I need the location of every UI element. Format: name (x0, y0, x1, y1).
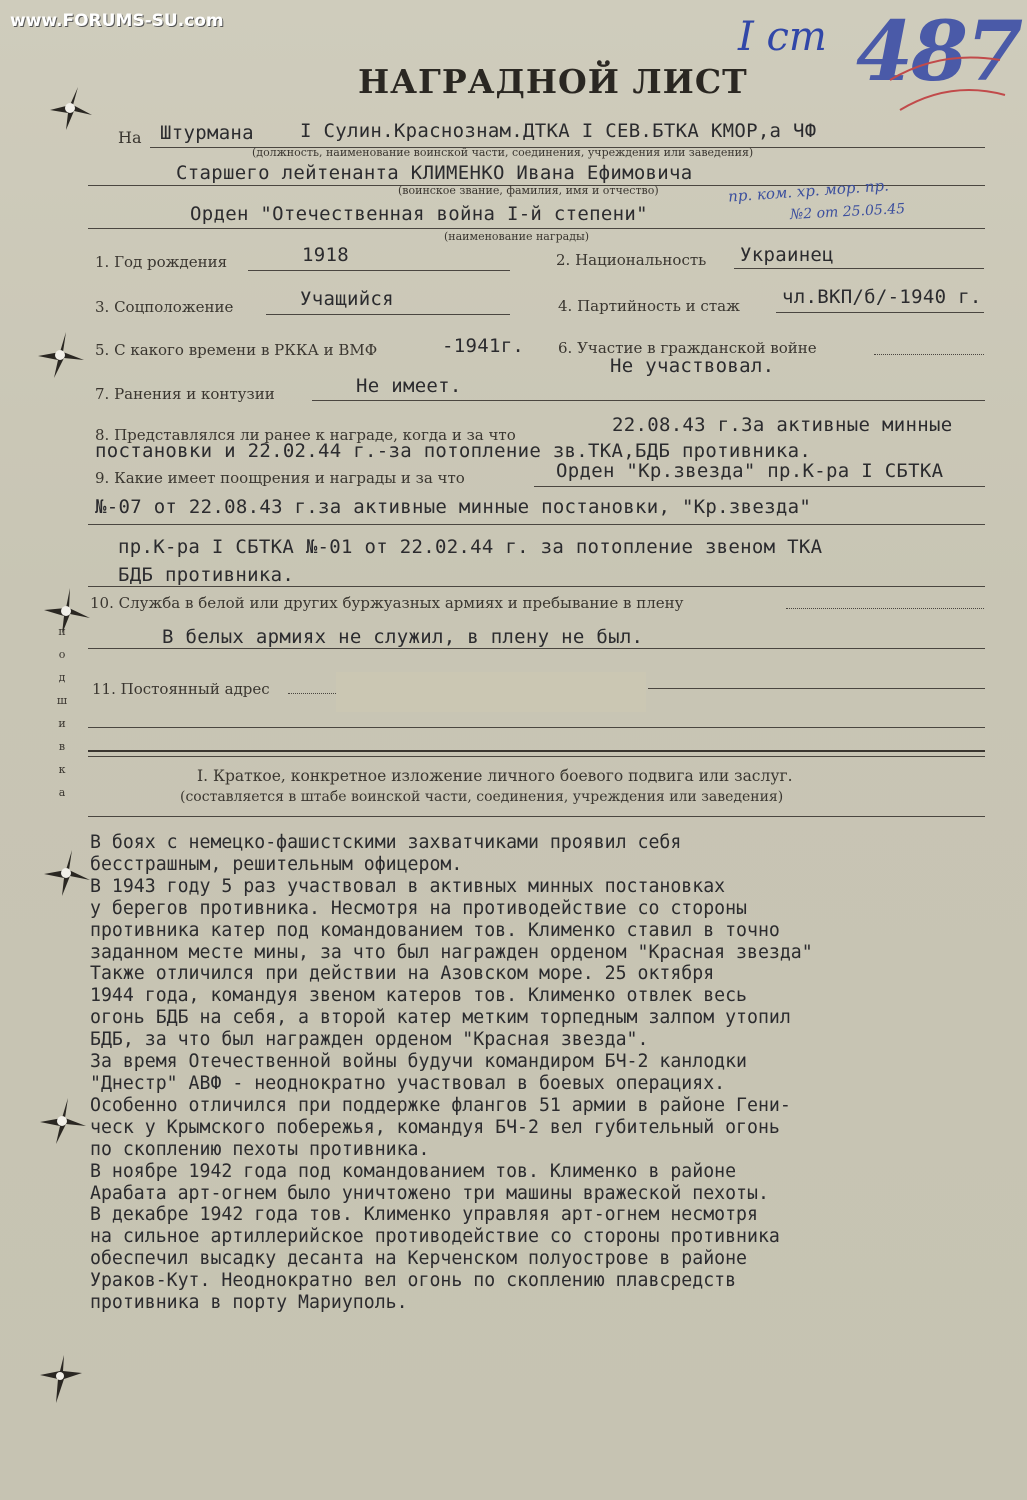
narrative-line: Особенно отличился при поддержке флангов 51 армии в районе Гени- (90, 1094, 791, 1116)
punch-hole-icon (32, 1088, 92, 1148)
rank-caption: (воинское звание, фамилия, имя и отчество) (398, 184, 659, 197)
narrative-line: по скоплению пехоты противника. (90, 1138, 430, 1160)
narrative-line: БДБ, за что был награжден орденом "Красная звезда". (90, 1029, 649, 1051)
social-label: 3. Соцположение (95, 298, 234, 316)
nationality-value: Украинец (740, 244, 834, 266)
nationality-underline (734, 268, 984, 269)
punch-hole-icon (36, 840, 96, 900)
honors-value-4: БДБ противника. (118, 564, 295, 586)
punch-hole-icon (30, 322, 90, 382)
to-prefix: На (118, 128, 142, 147)
party-underline (776, 312, 984, 313)
narrative-line: противника в порту Мариуполь. (90, 1292, 408, 1314)
social-value: Учащийся (300, 288, 394, 310)
narrative-line: обеспечил высадку десанта на Керченском полуострове в районе (90, 1248, 747, 1270)
narrative-line: противника катер под командованием тов. Клименко ставил в точно (90, 919, 780, 941)
narrative-line: В боях с немецко-фашистскими захватчиками проявил себя (90, 832, 682, 853)
award-value: Орден "Отечественная война I-й степени" (190, 203, 648, 225)
section-heading: I. Краткое, конкретное изложение личного боевого подвига или заслуг. (197, 767, 793, 785)
narrative-line: В декабре 1942 года тов. Клименко управляя арт-огнем несмотря (90, 1204, 758, 1226)
roman-note: I ст (738, 14, 827, 60)
birth-year-value: 1918 (302, 244, 349, 266)
civil-war-dots (874, 354, 984, 355)
address-underline-1 (648, 688, 985, 689)
narrative-line: В 1943 году 5 раз участвовал в активных минных постановках (90, 875, 726, 897)
narrative-line: За время Отечественной войны будучи командиром БЧ-2 канлодки (90, 1051, 747, 1073)
prev-award-value-2: постановки и 22.02.44 г.-за потопление зв.ТКА,БДБ противника. (95, 440, 812, 462)
sidebar-letter: к (58, 763, 66, 776)
narrative-line: 1944 года, командуя звеном катеров тов. Клименко отвлек весь (90, 985, 747, 1007)
punch-hole-icon (30, 1345, 90, 1405)
birth-year-label: 1. Год рождения (95, 253, 228, 271)
wounds-value: Не имеет. (356, 375, 462, 397)
narrative-line: бесстрашным, решительным офицером. (90, 853, 463, 875)
section-rule-top (88, 750, 985, 752)
narrative-line: у берегов противника. Несмотря на противодействие со стороны (90, 897, 747, 919)
sidebar-letter: и (58, 717, 66, 730)
sidebar-letter: о (58, 648, 66, 661)
white-army-underline (88, 648, 985, 649)
civil-war-value: Не участвовал. (610, 355, 775, 377)
address-dots (288, 693, 336, 694)
wounds-label: 7. Ранения и контузии (95, 385, 275, 403)
narrative-line: заданном месте мины, за что был награжден орденом "Красная звезда" (90, 941, 813, 963)
narrative-line: Арабата арт-огнем было уничтожено три машины вражеской пехоты. (90, 1182, 769, 1204)
birth-year-underline (248, 270, 510, 271)
prev-award-value-1: 22.08.43 г.За активные минные (612, 414, 953, 436)
handwritten-number: 487 (856, 4, 1022, 100)
honors-underline-3 (88, 586, 985, 587)
wounds-underline (312, 400, 985, 401)
service-since-label: 5. С какого времени в РККА и ВМФ (95, 341, 378, 359)
punch-hole-icon (40, 75, 100, 135)
address-label: 11. Постоянный адрес (92, 680, 270, 698)
handwritten-note-1: пр. ком. хр. мор. пр. (727, 176, 890, 206)
page-title: НАГРАДНОЙ ЛИСТ (358, 62, 748, 101)
white-army-dots (786, 608, 984, 609)
narrative-line: В ноябре 1942 года под командованием тов. Клименко в районе (90, 1160, 737, 1182)
sidebar-letter: в (58, 740, 66, 753)
narrative-line: ческ у Крымского побережья, командуя БЧ-2 вел губительный огонь (90, 1116, 780, 1138)
narrative-line: Также отличился при действии на Азовском море. 25 октября (90, 963, 715, 985)
white-army-value: В белых армиях не служил, в плену не был. (162, 626, 644, 648)
narrative-line: огонь БДБ на себя, а второй катер метким торпедным залпом утопил (90, 1007, 791, 1029)
party-label: 4. Партийность и стаж (558, 297, 740, 315)
section-rule-under-heading (88, 816, 985, 817)
handwritten-note-2: №2 от 25.05.45 (789, 200, 906, 224)
white-army-label: 10. Служба в белой или других буржуазных армиях и пребывание в плену (90, 594, 684, 612)
civil-war-label: 6. Участие в гражданской войне (558, 339, 817, 357)
address-underline-2 (88, 727, 985, 728)
red-scribble-icon (880, 40, 1010, 130)
position-value: Штурмана (160, 122, 254, 144)
award-underline (88, 228, 985, 229)
narrative-line: Ураков-Кут. Неоднократно вел огонь по скоплению плавсредств (90, 1270, 737, 1292)
honors-underline-1 (534, 486, 985, 487)
sidebar-letter: ш (56, 694, 68, 707)
unit-value: I Сулин.Краснознам.ДТКА I СЕВ.БТКА КМОР,а ЧФ (300, 120, 817, 142)
nationality-label: 2. Национальность (556, 251, 707, 269)
watermark-text: www.FORUMS-SU.com (10, 11, 224, 31)
punch-hole-icon (36, 578, 96, 638)
honors-label: 9. Какие имеет поощрения и награды и за что (95, 469, 465, 487)
service-since-value: -1941г. (442, 335, 525, 357)
award-caption: (наименование награды) (444, 230, 590, 243)
unit-caption: (должность, наименование воинской части, соединения, учреждения или заведения) (252, 146, 754, 159)
narrative-line: на сильное артиллерийское противодействие со стороны противника (90, 1226, 780, 1248)
sidebar-letter: а (58, 786, 66, 799)
sidebar-letter: д (58, 671, 66, 684)
narrative-text (90, 832, 1025, 1314)
narrative-line: "Днестр" АВФ - неоднократно участвовал в боевых операциях. (90, 1072, 726, 1094)
section-subheading: (составляется в штабе воинской части, соединения, учреждения или заведения) (180, 789, 784, 805)
rank-name-value: Старшего лейтенанта КЛИМЕНКО Ивана Ефимовича (176, 162, 693, 184)
honors-value-3: пр.К-ра I СБТКА №-01 от 22.02.44 г. за потопление звеном ТКА (118, 536, 823, 558)
honors-value-2: №-07 от 22.08.43 г.за активные минные постановки, "Кр.звезда" (95, 496, 812, 518)
redacted-address-block (336, 672, 646, 712)
sidebar-letter: п (58, 625, 66, 638)
signature-margin-label (52, 620, 72, 804)
honors-value-1: Орден "Кр.звезда" пр.К-ра I СБТКА (556, 460, 944, 482)
prev-award-label: 8. Представлялся ли ранее к награде, когда и за что (95, 426, 516, 444)
honors-underline-2 (88, 524, 985, 525)
section-rule-bottom (88, 756, 985, 757)
party-value: чл.ВКП/б/-1940 г. (782, 286, 982, 308)
social-underline (266, 314, 510, 315)
